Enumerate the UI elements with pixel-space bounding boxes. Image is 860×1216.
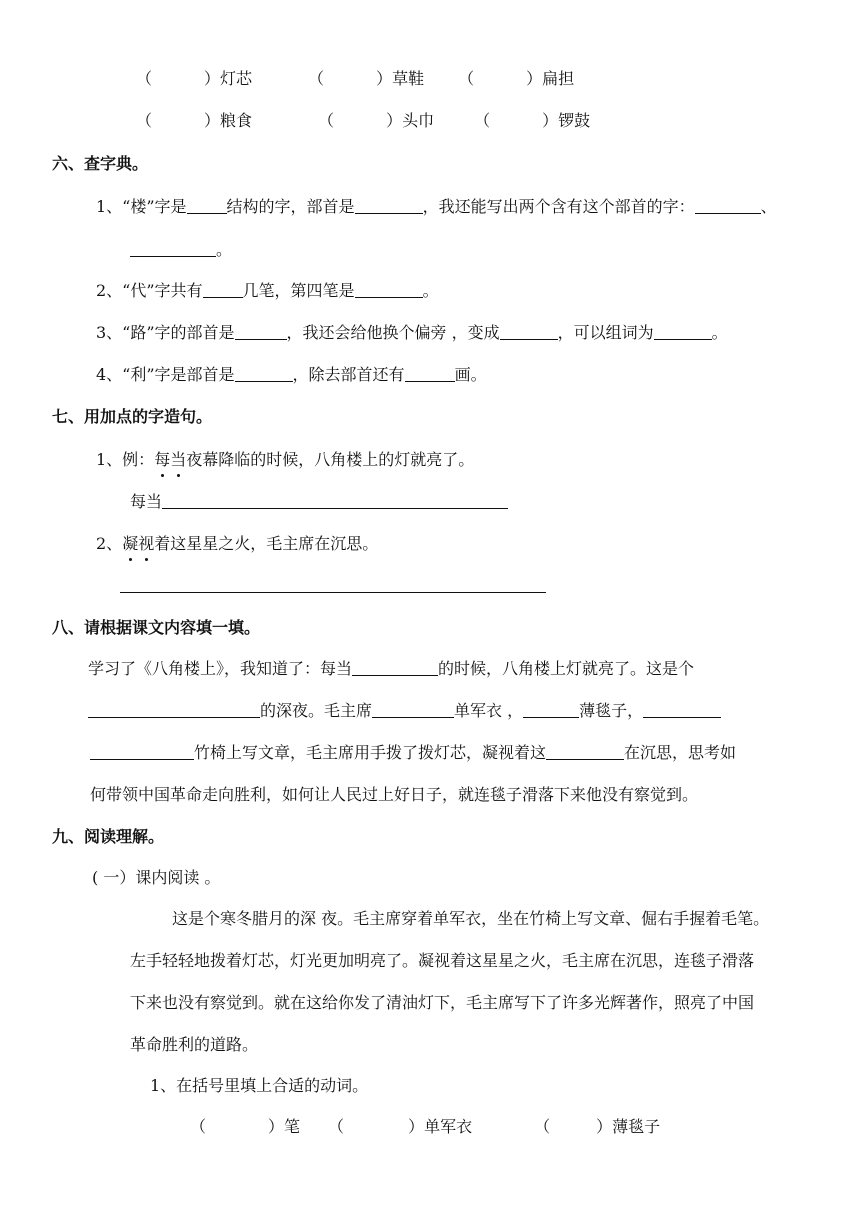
answer-blank[interactable]: [130, 240, 216, 257]
answer-blank[interactable]: [546, 743, 624, 760]
word-item: 锣鼓: [558, 111, 591, 130]
question-9-1: 1、在括号里填上合适的动词。: [150, 1076, 369, 1095]
answer-line-2: [120, 575, 546, 597]
answer-blank[interactable]: [405, 365, 455, 382]
answer-blank[interactable]: [90, 743, 194, 760]
answer-blank[interactable]: [523, 701, 579, 718]
answer-blank[interactable]: [695, 197, 761, 214]
fill-text-line-3: 竹椅上写文章，毛主席用手拨了拨灯芯，凝视着这 在沉思，思考如: [90, 742, 736, 764]
example-sentence: 1、例：每当夜幕降临的时候，八角楼上的灯就亮了。: [96, 450, 475, 469]
word-item: 草鞋: [392, 69, 425, 88]
subsection-title: ( 一）课内阅读 。: [92, 868, 221, 887]
question-6-4: 4、“利”字是部首是 ，除去部首还有 画。: [96, 365, 487, 384]
answer-blank[interactable]: [203, 281, 243, 298]
word-item: 薄毯子: [612, 1117, 661, 1136]
question-6-3: 3、“路”字的部首是 ，我还会给他换个偏旁 ，变成 ，可以组词为 。: [96, 323, 728, 342]
fill-row-1: （ ）灯芯 （ ）草鞋 （ ）扁担: [136, 69, 575, 88]
passage-line-1: 这是个寒冬腊月的深 夜。毛主席穿着单军衣，坐在竹椅上写文章、倔右手握着毛笔。: [172, 909, 770, 928]
verb-fill-row: （ ）笔 （ ）单军衣 （ ）薄毯子: [190, 1117, 661, 1136]
passage-line-3: 下来也没有察觉到。就在这给你发了清油灯下，毛主席写下了许多光辉著作，照亮了中国: [130, 993, 755, 1012]
answer-blank[interactable]: [355, 197, 423, 214]
passage-line-4: 革命胜利的道路。: [130, 1035, 259, 1054]
section-9-title: 九、阅读理解。: [52, 827, 165, 846]
answer-blank[interactable]: [162, 492, 508, 509]
word-item: 粮食: [220, 111, 253, 130]
answer-blank[interactable]: [654, 323, 712, 340]
section-6-title: 六、查字典。: [52, 154, 149, 173]
answer-line-1: 每当: [130, 491, 508, 513]
section-7-title: 七、用加点的字造句。: [52, 407, 213, 426]
question-7-2: 2、凝视着这星星之火，毛主席在沉思。: [96, 534, 379, 553]
fill-text-line-1: 学习了《八角楼上》，我知道了：每当 的时候，八角楼上灯就亮了。这是个: [88, 659, 695, 678]
word-item: 头巾: [402, 111, 435, 130]
question-6-2: 2、“代”字共有 几笔，第四笔是 。: [96, 281, 439, 300]
word-item: 单军衣: [424, 1117, 473, 1136]
answer-blank[interactable]: [500, 323, 558, 340]
fill-text-line-4: 何带领中国革命走向胜利，如何让人民过上好日子，就连毯子滑落下来他没有察觉到。: [90, 785, 699, 804]
word-item: 灯芯: [220, 69, 253, 88]
answer-blank[interactable]: [352, 659, 438, 676]
passage-line-2: 左手轻轻地拨着灯芯，灯光更加明亮了。凝视着这星星之火，毛主席在沉思，连毯子滑落: [130, 951, 755, 970]
dotted-char: 视: [138, 534, 155, 553]
dotted-char: 凝: [122, 534, 139, 553]
answer-blank[interactable]: [643, 701, 721, 718]
open-paren: （: [136, 69, 153, 88]
question-6-1: 1、“楼”字是 结构的字，部首是 ，我还能写出两个含有这个部首的字： 、: [96, 197, 777, 216]
answer-blank[interactable]: [235, 323, 287, 340]
fill-text-line-2: 的深夜。毛主席 单军衣 ， 薄毯子，: [88, 700, 721, 722]
dotted-char: 当: [170, 450, 187, 469]
word-item: 笔: [284, 1117, 301, 1136]
answer-blank[interactable]: [355, 281, 423, 298]
word-item: 扁担: [542, 69, 575, 88]
answer-blank[interactable]: [235, 365, 293, 382]
answer-blank[interactable]: [88, 701, 260, 718]
dotted-char: 每: [154, 450, 171, 469]
answer-blank[interactable]: [120, 576, 546, 593]
section-8-title: 八、请根据课文内容填一填。: [52, 618, 261, 637]
answer-blank[interactable]: [187, 197, 227, 214]
question-6-1-cont: 。: [130, 239, 232, 261]
answer-blank[interactable]: [372, 701, 454, 718]
fill-row-2: （ ）粮食 （ ）头巾 （ ）锣鼓: [136, 111, 591, 130]
